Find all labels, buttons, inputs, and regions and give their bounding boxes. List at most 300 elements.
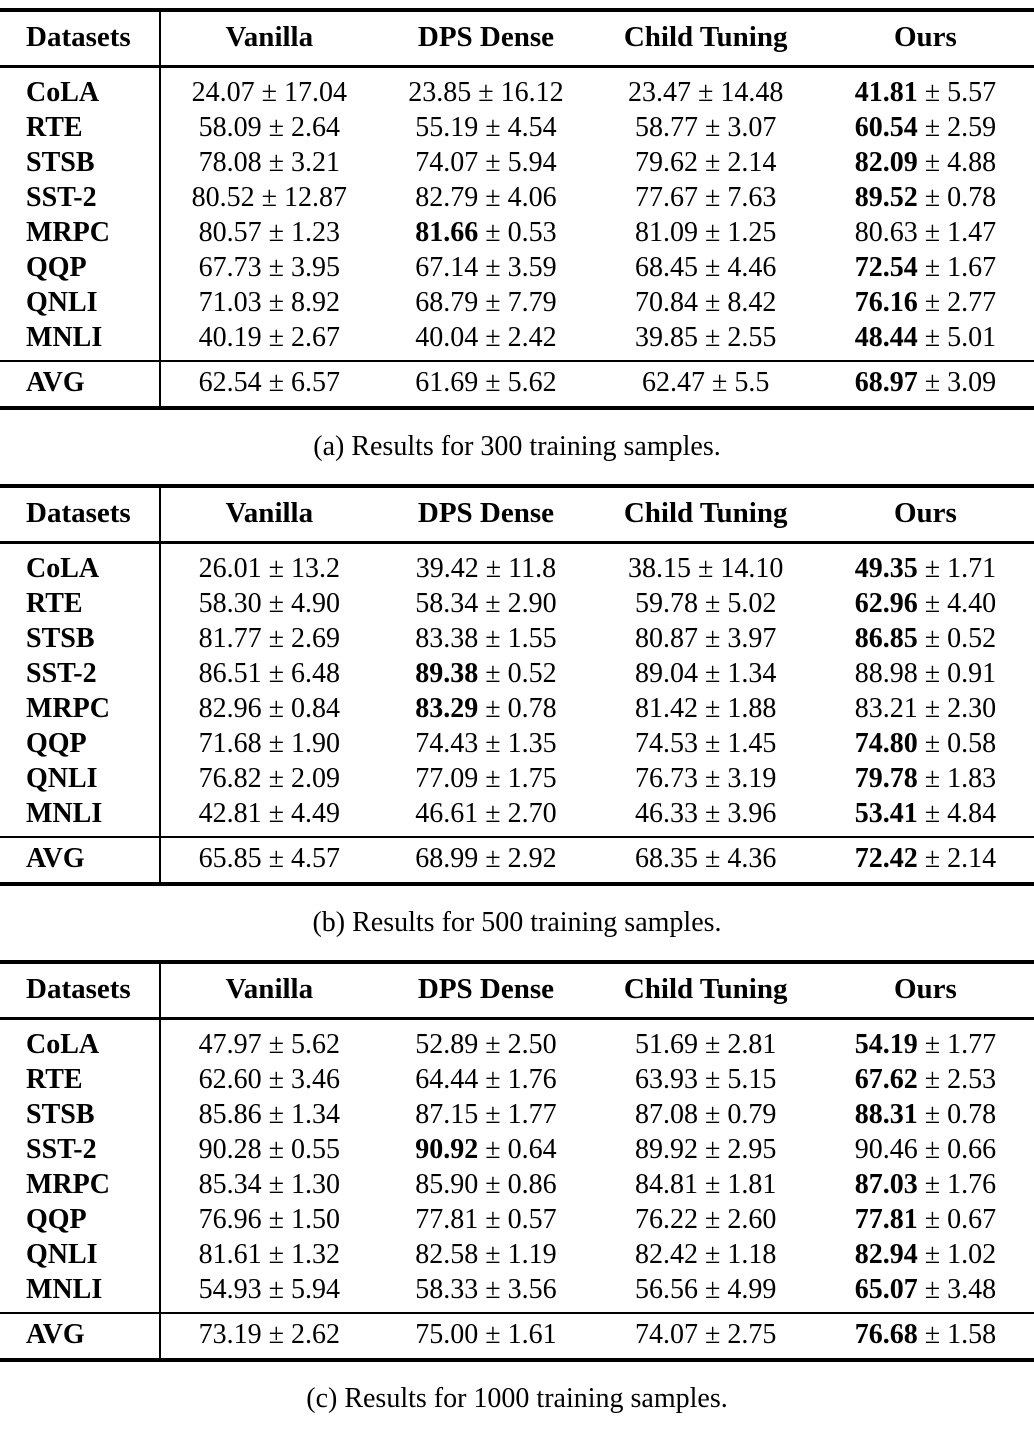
mean-value: 73.19 bbox=[198, 1319, 262, 1350]
result-cell bbox=[817, 1097, 1034, 1132]
mean-value: 85.34 bbox=[198, 1169, 262, 1200]
result-cell bbox=[160, 1062, 377, 1097]
std-value: ± 2.70 bbox=[478, 798, 557, 829]
std-value: ± 0.57 bbox=[478, 1204, 557, 1235]
std-value: ± 14.10 bbox=[690, 553, 784, 584]
result-cell bbox=[817, 621, 1034, 656]
std-value: ± 1.18 bbox=[697, 1239, 777, 1270]
std-value: ± 5.57 bbox=[917, 77, 997, 108]
result-cell bbox=[377, 726, 594, 761]
mean-value: 82.58 bbox=[415, 1239, 479, 1270]
std-value: ± 5.02 bbox=[697, 588, 777, 619]
table-row bbox=[0, 656, 1034, 691]
mean-value: 62.60 bbox=[198, 1064, 262, 1095]
mean-value: 39.42 bbox=[415, 553, 479, 584]
result-cell bbox=[595, 250, 817, 285]
std-value: ± 3.95 bbox=[261, 252, 341, 283]
mean-value: 76.73 bbox=[634, 763, 698, 794]
std-value: ± 1.67 bbox=[917, 252, 997, 283]
std-value: ± 7.63 bbox=[697, 182, 777, 213]
std-value: ± 2.59 bbox=[917, 112, 997, 143]
dataset-label: CoLA bbox=[0, 67, 160, 111]
dataset-label: QQP bbox=[0, 726, 160, 761]
table-row bbox=[0, 1019, 1034, 1063]
mean-value: 83.38 bbox=[415, 623, 479, 654]
std-value: ± 0.78 bbox=[478, 693, 557, 724]
mean-value: 65.07 bbox=[854, 1274, 918, 1305]
result-cell bbox=[817, 1313, 1034, 1360]
result-cell bbox=[160, 621, 377, 656]
dataset-label: MRPC bbox=[0, 215, 160, 250]
std-value: ± 3.59 bbox=[478, 252, 557, 283]
std-value: ± 1.25 bbox=[697, 217, 777, 248]
std-value: ± 8.42 bbox=[697, 287, 777, 318]
mean-value: 68.97 bbox=[854, 367, 918, 398]
result-cell bbox=[595, 796, 817, 837]
std-value: ± 0.64 bbox=[478, 1134, 557, 1165]
mean-value: 90.46 bbox=[854, 1134, 918, 1165]
result-cell bbox=[817, 361, 1034, 408]
mean-value: 67.14 bbox=[415, 252, 479, 283]
mean-value: 90.28 bbox=[198, 1134, 262, 1165]
result-cell bbox=[817, 586, 1034, 621]
mean-value: 70.84 bbox=[634, 287, 698, 318]
std-value: ± 0.53 bbox=[478, 217, 557, 248]
table-header bbox=[0, 962, 1034, 1019]
mean-value: 82.42 bbox=[634, 1239, 698, 1270]
mean-value: 77.67 bbox=[634, 182, 698, 213]
std-value: ± 3.19 bbox=[697, 763, 777, 794]
std-value: ± 2.09 bbox=[261, 763, 341, 794]
mean-value: 77.09 bbox=[415, 763, 479, 794]
result-cell bbox=[817, 285, 1034, 320]
mean-value: 63.93 bbox=[634, 1064, 698, 1095]
result-cell bbox=[817, 110, 1034, 145]
mean-value: 68.35 bbox=[634, 843, 698, 874]
table-block-b bbox=[0, 484, 1034, 939]
result-cell bbox=[160, 1313, 377, 1360]
result-cell bbox=[160, 1019, 377, 1063]
result-cell bbox=[160, 726, 377, 761]
result-cell bbox=[160, 180, 377, 215]
table-row bbox=[0, 215, 1034, 250]
result-cell bbox=[160, 656, 377, 691]
mean-value: 77.81 bbox=[854, 1204, 918, 1235]
mean-value: 74.80 bbox=[854, 728, 918, 759]
col-header-dps-dense: DPS Dense bbox=[377, 962, 594, 1019]
table-header bbox=[0, 10, 1034, 67]
mean-value: 54.93 bbox=[198, 1274, 262, 1305]
mean-value: 56.56 bbox=[634, 1274, 698, 1305]
result-cell bbox=[160, 67, 377, 111]
mean-value: 75.00 bbox=[415, 1319, 479, 1350]
dataset-label: MNLI bbox=[0, 320, 160, 361]
std-value: ± 1.71 bbox=[917, 553, 997, 584]
result-cell bbox=[817, 145, 1034, 180]
result-cell bbox=[595, 691, 817, 726]
std-value: ± 0.79 bbox=[697, 1099, 777, 1130]
mean-value: 88.98 bbox=[854, 658, 918, 689]
mean-value: 74.43 bbox=[415, 728, 479, 759]
mean-value: 42.81 bbox=[198, 798, 262, 829]
result-cell bbox=[160, 1202, 377, 1237]
std-value: ± 5.62 bbox=[478, 367, 557, 398]
std-value: ± 2.60 bbox=[697, 1204, 777, 1235]
mean-value: 64.44 bbox=[415, 1064, 479, 1095]
std-value: ± 0.58 bbox=[917, 728, 997, 759]
result-cell bbox=[817, 1202, 1034, 1237]
mean-value: 62.54 bbox=[198, 367, 262, 398]
mean-value: 55.19 bbox=[415, 112, 479, 143]
mean-value: 77.81 bbox=[415, 1204, 479, 1235]
result-cell bbox=[160, 145, 377, 180]
table-row bbox=[0, 67, 1034, 111]
result-cell bbox=[160, 1132, 377, 1167]
result-cell bbox=[160, 1237, 377, 1272]
std-value: ± 1.19 bbox=[478, 1239, 557, 1270]
result-cell bbox=[595, 543, 817, 587]
mean-value: 48.44 bbox=[854, 322, 918, 353]
table-body bbox=[0, 1019, 1034, 1361]
std-value: ± 1.75 bbox=[478, 763, 557, 794]
std-value: ± 4.84 bbox=[917, 798, 997, 829]
mean-value: 76.22 bbox=[634, 1204, 698, 1235]
std-value: ± 2.64 bbox=[261, 112, 341, 143]
table-block-c bbox=[0, 960, 1034, 1415]
mean-value: 86.51 bbox=[198, 658, 262, 689]
mean-value: 89.52 bbox=[854, 182, 918, 213]
std-value: ± 5.15 bbox=[697, 1064, 777, 1095]
mean-value: 87.08 bbox=[634, 1099, 698, 1130]
table-row bbox=[0, 1237, 1034, 1272]
col-header-datasets: Datasets bbox=[0, 962, 160, 1019]
result-cell bbox=[595, 726, 817, 761]
table-row bbox=[0, 621, 1034, 656]
table-body bbox=[0, 67, 1034, 409]
result-cell bbox=[377, 621, 594, 656]
std-value: ± 2.81 bbox=[697, 1029, 777, 1060]
std-value: ± 0.66 bbox=[917, 1134, 997, 1165]
result-cell bbox=[595, 1237, 817, 1272]
dataset-label: MRPC bbox=[0, 1167, 160, 1202]
std-value: ± 3.21 bbox=[261, 147, 341, 178]
std-value: ± 5.94 bbox=[478, 147, 557, 178]
result-cell bbox=[377, 796, 594, 837]
result-cell bbox=[817, 796, 1034, 837]
mean-value: 74.07 bbox=[415, 147, 479, 178]
col-header-dps-dense: DPS Dense bbox=[377, 10, 594, 67]
mean-value: 72.42 bbox=[854, 843, 918, 874]
std-value: ± 2.95 bbox=[697, 1134, 777, 1165]
mean-value: 80.57 bbox=[198, 217, 262, 248]
mean-value: 46.33 bbox=[634, 798, 698, 829]
std-value: ± 1.77 bbox=[478, 1099, 557, 1130]
std-value: ± 3.48 bbox=[917, 1274, 997, 1305]
dataset-label: MNLI bbox=[0, 1272, 160, 1313]
std-value: ± 0.55 bbox=[261, 1134, 341, 1165]
result-cell bbox=[817, 726, 1034, 761]
result-cell bbox=[595, 1167, 817, 1202]
result-cell bbox=[817, 250, 1034, 285]
mean-value: 81.66 bbox=[415, 217, 479, 248]
std-value: ± 3.09 bbox=[917, 367, 997, 398]
mean-value: 67.62 bbox=[854, 1064, 918, 1095]
table-caption-c: (c) Results for 1000 training samples. bbox=[306, 1383, 728, 1414]
mean-value: 88.31 bbox=[854, 1099, 918, 1130]
mean-value: 86.85 bbox=[854, 623, 918, 654]
result-cell bbox=[817, 1237, 1034, 1272]
table-header bbox=[0, 486, 1034, 543]
mean-value: 58.77 bbox=[634, 112, 698, 143]
std-value: ± 1.50 bbox=[261, 1204, 341, 1235]
table-row bbox=[0, 761, 1034, 796]
mean-value: 61.69 bbox=[415, 367, 479, 398]
result-cell bbox=[377, 250, 594, 285]
std-value: ± 2.77 bbox=[917, 287, 997, 318]
result-cell bbox=[160, 250, 377, 285]
mean-value: 80.52 bbox=[191, 182, 255, 213]
mean-value: 78.08 bbox=[198, 147, 262, 178]
std-value: ± 1.02 bbox=[917, 1239, 997, 1270]
std-value: ± 1.81 bbox=[697, 1169, 777, 1200]
table-caption-a: (a) Results for 300 training samples. bbox=[313, 431, 721, 462]
result-cell bbox=[817, 1019, 1034, 1063]
std-value: ± 1.30 bbox=[261, 1169, 341, 1200]
result-cell bbox=[160, 215, 377, 250]
mean-value: 68.79 bbox=[415, 287, 479, 318]
std-value: ± 0.78 bbox=[917, 1099, 997, 1130]
header-row bbox=[0, 962, 1034, 1019]
dataset-label: QNLI bbox=[0, 761, 160, 796]
dataset-label: RTE bbox=[0, 1062, 160, 1097]
result-cell bbox=[377, 320, 594, 361]
mean-value: 80.63 bbox=[854, 217, 918, 248]
mean-value: 81.42 bbox=[634, 693, 698, 724]
std-value: ± 2.30 bbox=[917, 693, 997, 724]
mean-value: 47.97 bbox=[198, 1029, 262, 1060]
result-cell bbox=[377, 1272, 594, 1313]
result-cell bbox=[377, 837, 594, 884]
col-header-child-tuning: Child Tuning bbox=[595, 962, 817, 1019]
std-value: ± 16.12 bbox=[471, 77, 564, 108]
dataset-label: RTE bbox=[0, 586, 160, 621]
std-value: ± 2.50 bbox=[478, 1029, 557, 1060]
mean-value: 40.04 bbox=[415, 322, 479, 353]
result-cell bbox=[160, 1272, 377, 1313]
mean-value: 71.03 bbox=[198, 287, 262, 318]
result-cell bbox=[377, 1237, 594, 1272]
table-row bbox=[0, 1097, 1034, 1132]
table-block-a bbox=[0, 8, 1034, 463]
avg-row bbox=[0, 837, 1034, 884]
mean-value: 58.30 bbox=[198, 588, 262, 619]
std-value: ± 5.5 bbox=[704, 367, 770, 398]
mean-value: 87.03 bbox=[854, 1169, 918, 1200]
std-value: ± 5.01 bbox=[917, 322, 997, 353]
result-cell bbox=[377, 1313, 594, 1360]
table-body bbox=[0, 543, 1034, 885]
mean-value: 81.61 bbox=[198, 1239, 262, 1270]
mean-value: 82.09 bbox=[854, 147, 918, 178]
std-value: ± 2.92 bbox=[478, 843, 557, 874]
std-value: ± 1.88 bbox=[697, 693, 777, 724]
std-value: ± 2.75 bbox=[697, 1319, 777, 1350]
std-value: ± 0.52 bbox=[917, 623, 997, 654]
mean-value: 40.19 bbox=[198, 322, 262, 353]
std-value: ± 14.48 bbox=[690, 77, 784, 108]
result-cell bbox=[595, 1202, 817, 1237]
table-row bbox=[0, 320, 1034, 361]
results-table-300 bbox=[0, 8, 1034, 410]
std-value: ± 6.48 bbox=[261, 658, 341, 689]
dataset-label: MRPC bbox=[0, 691, 160, 726]
result-cell bbox=[377, 1167, 594, 1202]
result-cell bbox=[160, 285, 377, 320]
std-value: ± 2.55 bbox=[697, 322, 777, 353]
result-cell bbox=[160, 796, 377, 837]
mean-value: 89.92 bbox=[634, 1134, 698, 1165]
results-table-500 bbox=[0, 484, 1034, 886]
result-cell bbox=[377, 285, 594, 320]
result-cell bbox=[817, 1132, 1034, 1167]
result-cell bbox=[817, 691, 1034, 726]
std-value: ± 2.42 bbox=[478, 322, 557, 353]
std-value: ± 1.77 bbox=[917, 1029, 997, 1060]
dataset-label: MNLI bbox=[0, 796, 160, 837]
std-value: ± 1.76 bbox=[917, 1169, 997, 1200]
result-cell bbox=[377, 1132, 594, 1167]
col-header-vanilla: Vanilla bbox=[160, 10, 377, 67]
table-row bbox=[0, 1167, 1034, 1202]
std-value: ± 1.32 bbox=[261, 1239, 341, 1270]
mean-value: 65.85 bbox=[198, 843, 262, 874]
result-cell bbox=[595, 110, 817, 145]
dataset-label: SST-2 bbox=[0, 1132, 160, 1167]
mean-value: 83.21 bbox=[854, 693, 918, 724]
std-value: ± 0.91 bbox=[917, 658, 997, 689]
result-cell bbox=[377, 361, 594, 408]
result-cell bbox=[817, 761, 1034, 796]
mean-value: 81.09 bbox=[634, 217, 698, 248]
result-cell bbox=[595, 1272, 817, 1313]
mean-value: 68.99 bbox=[415, 843, 479, 874]
result-cell bbox=[160, 1167, 377, 1202]
result-cell bbox=[377, 110, 594, 145]
col-header-ours: Ours bbox=[817, 486, 1034, 543]
result-cell bbox=[817, 543, 1034, 587]
result-cell bbox=[160, 110, 377, 145]
std-value: ± 3.97 bbox=[697, 623, 777, 654]
std-value: ± 2.53 bbox=[917, 1064, 997, 1095]
mean-value: 26.01 bbox=[198, 553, 262, 584]
mean-value: 79.78 bbox=[854, 763, 918, 794]
table-row bbox=[0, 796, 1034, 837]
header-row bbox=[0, 10, 1034, 67]
avg-row bbox=[0, 361, 1034, 408]
mean-value: 41.81 bbox=[854, 77, 918, 108]
result-cell bbox=[160, 837, 377, 884]
col-header-ours: Ours bbox=[817, 962, 1034, 1019]
result-cell bbox=[595, 621, 817, 656]
std-value: ± 2.67 bbox=[261, 322, 341, 353]
mean-value: 38.15 bbox=[627, 553, 691, 584]
result-cell bbox=[160, 761, 377, 796]
std-value: ± 0.78 bbox=[917, 182, 997, 213]
std-value: ± 4.99 bbox=[697, 1274, 777, 1305]
result-cell bbox=[595, 1097, 817, 1132]
result-cell bbox=[595, 586, 817, 621]
col-header-dps-dense: DPS Dense bbox=[377, 486, 594, 543]
std-value: ± 4.49 bbox=[261, 798, 341, 829]
table-row bbox=[0, 1202, 1034, 1237]
dataset-label: CoLA bbox=[0, 543, 160, 587]
dataset-label: QQP bbox=[0, 1202, 160, 1237]
dataset-label: SST-2 bbox=[0, 180, 160, 215]
table-row bbox=[0, 691, 1034, 726]
mean-value: 79.62 bbox=[634, 147, 698, 178]
result-cell bbox=[817, 837, 1034, 884]
result-cell bbox=[595, 1313, 817, 1360]
table-row bbox=[0, 586, 1034, 621]
col-header-vanilla: Vanilla bbox=[160, 962, 377, 1019]
result-cell bbox=[595, 180, 817, 215]
mean-value: 62.47 bbox=[641, 367, 705, 398]
dataset-label: QQP bbox=[0, 250, 160, 285]
result-cell bbox=[160, 543, 377, 587]
std-value: ± 17.04 bbox=[254, 77, 348, 108]
dataset-label: AVG bbox=[0, 1313, 160, 1360]
mean-value: 87.15 bbox=[415, 1099, 479, 1130]
std-value: ± 6.57 bbox=[261, 367, 341, 398]
mean-value: 76.16 bbox=[854, 287, 918, 318]
mean-value: 58.34 bbox=[415, 588, 479, 619]
std-value: ± 5.94 bbox=[261, 1274, 341, 1305]
result-cell bbox=[377, 180, 594, 215]
result-cell bbox=[377, 691, 594, 726]
result-cell bbox=[817, 180, 1034, 215]
mean-value: 67.73 bbox=[198, 252, 262, 283]
result-cell bbox=[377, 67, 594, 111]
table-row bbox=[0, 726, 1034, 761]
std-value: ± 4.40 bbox=[917, 588, 997, 619]
mean-value: 51.69 bbox=[634, 1029, 698, 1060]
result-cell bbox=[377, 543, 594, 587]
std-value: ± 4.88 bbox=[917, 147, 997, 178]
std-value: ± 1.34 bbox=[697, 658, 777, 689]
mean-value: 62.96 bbox=[854, 588, 918, 619]
mean-value: 89.04 bbox=[634, 658, 698, 689]
col-header-child-tuning: Child Tuning bbox=[595, 486, 817, 543]
std-value: ± 1.23 bbox=[261, 217, 341, 248]
result-cell bbox=[817, 320, 1034, 361]
std-value: ± 4.36 bbox=[697, 843, 777, 874]
mean-value: 83.29 bbox=[415, 693, 479, 724]
std-value: ± 0.67 bbox=[917, 1204, 997, 1235]
mean-value: 80.87 bbox=[634, 623, 698, 654]
std-value: ± 2.69 bbox=[261, 623, 341, 654]
std-value: ± 2.14 bbox=[697, 147, 777, 178]
mean-value: 85.86 bbox=[198, 1099, 262, 1130]
table-row bbox=[0, 1132, 1034, 1167]
std-value: ± 1.58 bbox=[917, 1319, 997, 1350]
std-value: ± 0.86 bbox=[478, 1169, 557, 1200]
table-row bbox=[0, 1272, 1034, 1313]
mean-value: 54.19 bbox=[854, 1029, 918, 1060]
std-value: ± 11.8 bbox=[478, 553, 557, 584]
std-value: ± 1.34 bbox=[261, 1099, 341, 1130]
std-value: ± 3.46 bbox=[261, 1064, 341, 1095]
std-value: ± 2.62 bbox=[261, 1319, 341, 1350]
